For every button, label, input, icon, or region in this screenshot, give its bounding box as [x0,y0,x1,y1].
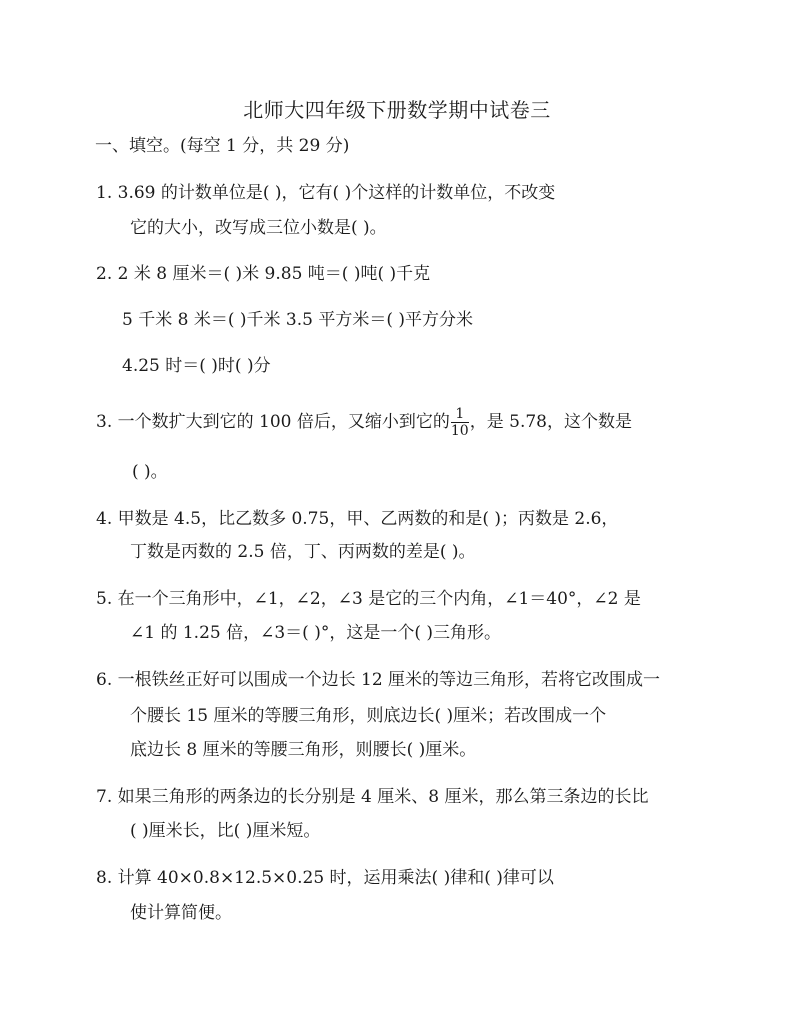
question-6-line-2: 个腰长 15 厘米的等腰三角形，则底边长( )厘米；若改围成一个 [130,706,607,726]
question-1-line-1: 1. 3.69 的计数单位是( )，它有( )个这样的计数单位，不改变 [96,183,556,203]
section-heading: 一、填空。(每空 1 分，共 29 分) [95,136,350,156]
question-5-line-2: ∠1 的 1.25 倍，∠3＝( )°，这是一个( )三角形。 [130,623,502,643]
question-3-text-before: 3. 一个数扩大到它的 100 倍后，又缩小到它的 [96,412,450,432]
question-2-line-3: 4.25 时＝( )时( )分 [122,356,271,376]
question-6-line-3: 底边长 8 厘米的等腰三角形，则腰长( )厘米。 [130,740,477,760]
question-7-line-2: ( )厘米长，比( )厘米短。 [130,821,321,841]
question-8-line-1: 8. 计算 40×0.8×12.5×0.25 时，运用乘法( )律和( )律可以 [96,868,554,888]
question-4-line-2: 丁数是丙数的 2.5 倍，丁、丙两数的差是( )。 [130,542,476,562]
question-3-line-1 [96,406,632,439]
question-7-line-1: 7. 如果三角形的两条边的长分别是 4 厘米、8 厘米，那么第三条边的长比 [96,787,649,807]
question-1-line-2: 它的大小，改写成三位小数是( )。 [130,218,387,238]
question-6-line-1: 6. 一根铁丝正好可以围成一个边长 12 厘米的等边三角形，若将它改围成一 [96,670,661,690]
question-4-line-1: 4. 甲数是 4.5，比乙数多 0.75，甲、乙两数的和是( )；丙数是 2.6， [96,509,619,529]
fraction-denominator: 10 [450,423,469,439]
question-2-line-1: 2. 2 米 8 厘米＝( )米 9.85 吨＝( )吨( )千克 [96,264,431,284]
page-title: 北师大四年级下册数学期中试卷三 [243,98,551,122]
question-2-line-2: 5 千米 8 米＝( )千米 3.5 平方米＝( )平方分米 [122,310,474,330]
question-8-line-2: 使计算简便。 [130,903,232,923]
question-3-text-after: ，是 5.78，这个数是 [469,412,632,432]
fraction-numerator: 1 [451,406,469,423]
fraction-one-tenth [451,406,469,439]
question-5-line-1: 5. 在一个三角形中，∠1，∠2，∠3 是它的三个内角，∠1＝40°，∠2 是 [96,589,641,609]
question-3-line-2: ( )。 [132,462,168,482]
